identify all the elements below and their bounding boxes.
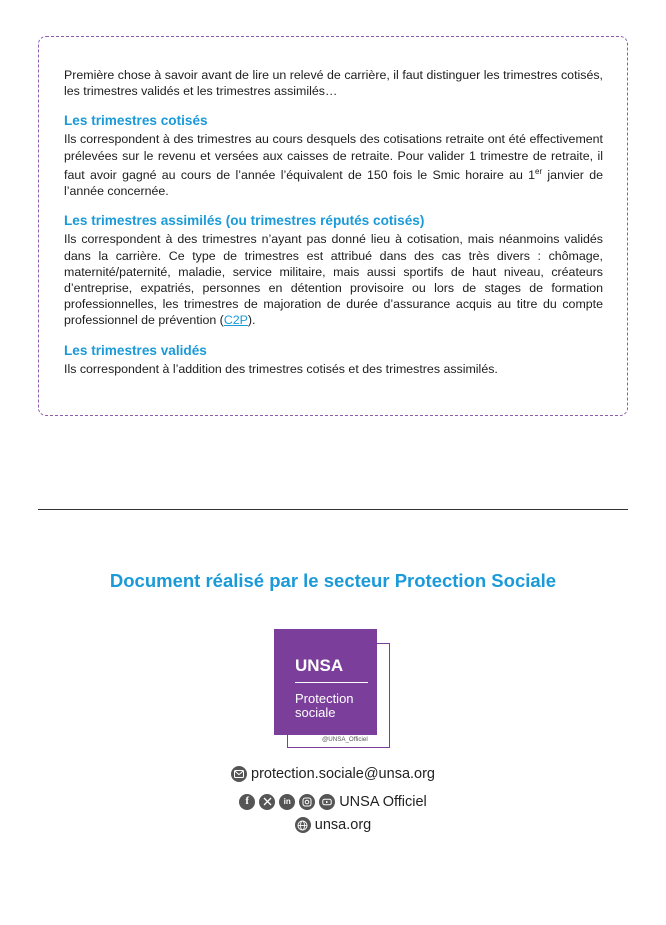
section-text-part: Ils correspondent à des trimestres au cours desquels des cotisations retraite ont été effectivement prélevées sur le revenu et versées aux caisses de retraite. Pour valider 1 trimestre de retraite, il faut avoir gagné au cours de l’année l’équivalent de 150 fois le Smic horaire au 1 xyxy=(64,132,603,182)
credit-title: Document réalisé par le secteur Protection Sociale xyxy=(109,570,557,591)
logo-subtitle-line: sociale xyxy=(295,705,336,720)
social-row xyxy=(0,792,666,810)
logo-subtitle xyxy=(295,692,375,720)
section-text-assimiles xyxy=(64,231,603,328)
email-row xyxy=(0,766,666,782)
logo-handle: @UNSA_Officiel xyxy=(322,736,368,743)
c2p-link[interactable]: C2P xyxy=(223,313,248,328)
section-heading-valides: Les trimestres validés xyxy=(64,342,207,358)
social-label: UNSA Officiel xyxy=(339,793,427,810)
unsa-logo xyxy=(274,629,392,750)
section-text-part: janvier de l’année concernée. xyxy=(64,167,603,199)
instagram-icon[interactable] xyxy=(299,794,315,810)
email-link[interactable]: protection.sociale@unsa.org xyxy=(251,766,435,782)
divider xyxy=(38,509,628,510)
logo-title: UNSA xyxy=(295,656,344,675)
section-text-cotises xyxy=(64,131,603,199)
superscript-er: er xyxy=(535,166,543,176)
globe-icon xyxy=(295,817,311,833)
section-text-valides: Ils correspondent à l’addition des trimestres cotisés et des trimestres assimilés. xyxy=(64,361,498,376)
linkedin-icon[interactable]: in xyxy=(279,794,295,810)
section-text-part: Ils correspondent à des trimestres n’ayant pas donné lieu à cotisation, mais néanmoins validés dans la carrière. Ce type de trimestres est attribué dans des cas très divers : chômage, maternité/paternité, maladie, service militaire, mais aussi sportifs de haut niveau, créateurs d’entreprise, expatriés, personnes en détention provisoire ou lors de stages de formation professionnelles, les trimestres de majoration de durée d’assurance acquis au titre du compte professionnel de prévention ( xyxy=(64,232,603,328)
section-heading-cotises: Les trimestres cotisés xyxy=(64,113,208,129)
facebook-icon[interactable]: f xyxy=(239,794,255,810)
section-text-part: ). xyxy=(247,313,256,328)
x-icon[interactable] xyxy=(259,794,275,810)
info-box xyxy=(38,36,628,416)
logo-divider xyxy=(295,682,368,683)
website-row xyxy=(0,817,666,835)
logo-subtitle-line: Protection xyxy=(295,691,354,706)
intro-text: Première chose à savoir avant de lire un relevé de carrière, il faut distinguer les trimestres cotisés, les trimestres validés et les trimestres assimilés… xyxy=(64,68,603,99)
section-heading-assimiles: Les trimestres assimilés (ou trimestres réputés cotisés) xyxy=(64,213,425,229)
mail-icon xyxy=(231,766,247,782)
youtube-icon[interactable] xyxy=(319,794,335,810)
website-link[interactable]: unsa.org xyxy=(314,817,372,833)
